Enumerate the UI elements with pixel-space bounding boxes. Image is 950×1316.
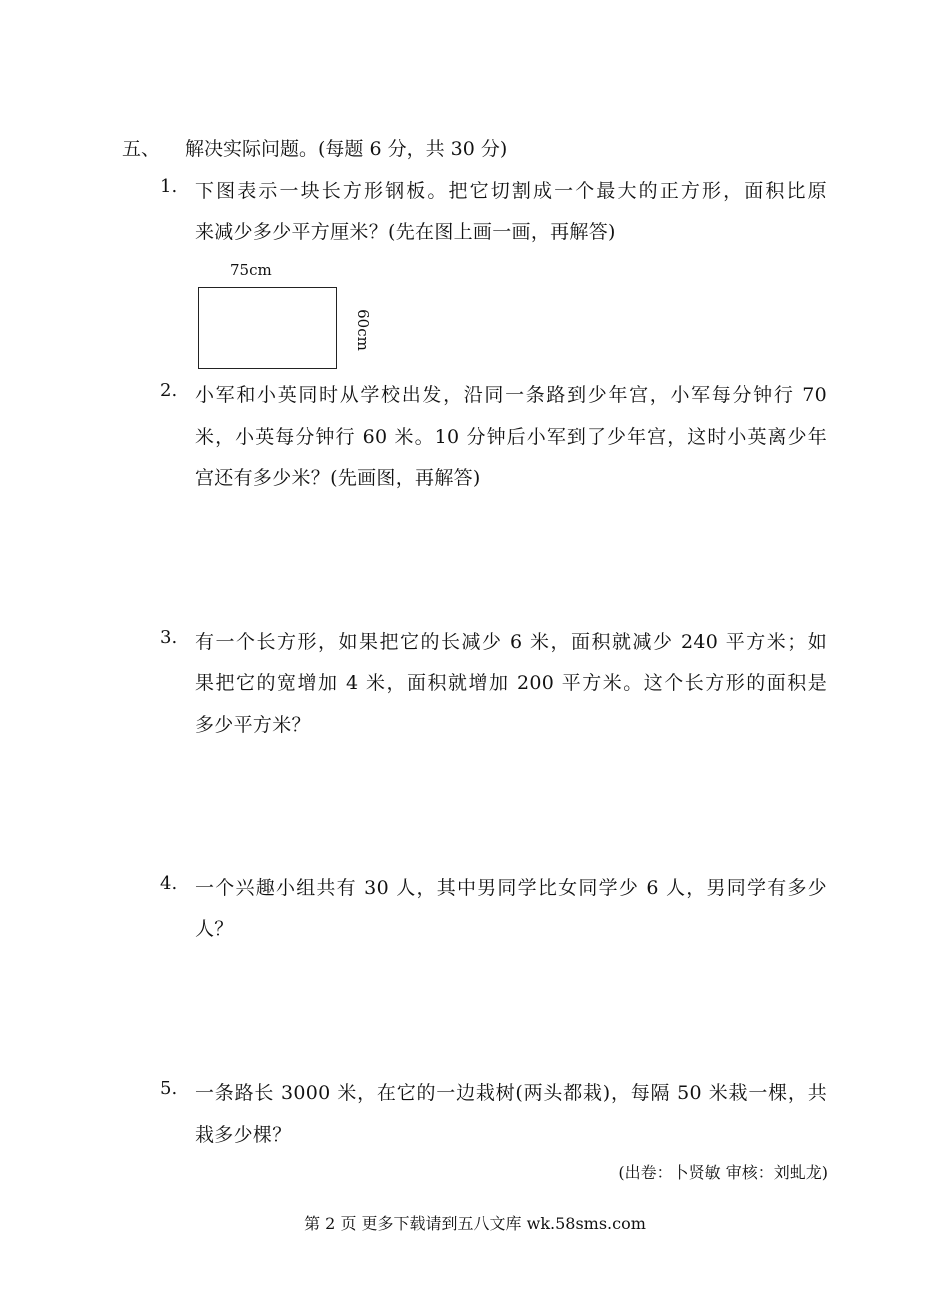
problem-text-line: 人？ (195, 918, 234, 940)
problem-number: 2. (160, 380, 178, 401)
problem-number: 3. (160, 627, 178, 648)
problem-text-line: 下图表示一块长方形钢板。把它切割成一个最大的正方形，面积比原 (195, 180, 827, 202)
section-number: 五、 (122, 138, 161, 160)
problem-text-line: 米，小英每分钟行 60 米。10 分钟后小军到了少年宫，这时小英离少年 (195, 426, 827, 448)
problem-text-line: 有一个长方形，如果把它的长减少 6 米，面积就减少 240 平方米；如 (195, 631, 827, 653)
rectangle-diagram (198, 287, 337, 369)
page-footer: 第 2 页 更多下载请到五八文库 wk.58sms.com (304, 1214, 646, 1233)
problem-text-line: 一条路长 3000 米，在它的一边栽树(两头都栽)，每隔 50 米栽一棵，共 (195, 1082, 827, 1104)
problem-number: 5. (160, 1078, 178, 1099)
problem-text-line: 栽多少棵？ (195, 1124, 292, 1146)
problem-text-line: 来减少多少平方厘米？(先在图上画一画，再解答) (195, 221, 616, 243)
problem-text-line: 宫还有多少米？(先画图，再解答) (195, 467, 481, 489)
problem-text-line: 一个兴趣小组共有 30 人，其中男同学比女同学少 6 人，男同学有多少 (195, 877, 827, 899)
problem-text-line: 果把它的宽增加 4 米，面积就增加 200 平方米。这个长方形的面积是 (195, 672, 827, 694)
width-label: 75cm (230, 261, 272, 279)
problem-text-line: 小军和小英同时从学校出发，沿同一条路到少年宫，小军每分钟行 70 (195, 384, 827, 406)
author-credit: (出卷：卜贤敏 审核：刘虬龙) (618, 1163, 828, 1182)
problem-number: 1. (160, 176, 178, 197)
section-title: 解决实际问题。(每题 6 分，共 30 分) (185, 138, 508, 160)
problem-number: 4. (160, 873, 178, 894)
problem-text-line: 多少平方米？ (195, 714, 311, 736)
height-label: 60cm (354, 309, 372, 351)
